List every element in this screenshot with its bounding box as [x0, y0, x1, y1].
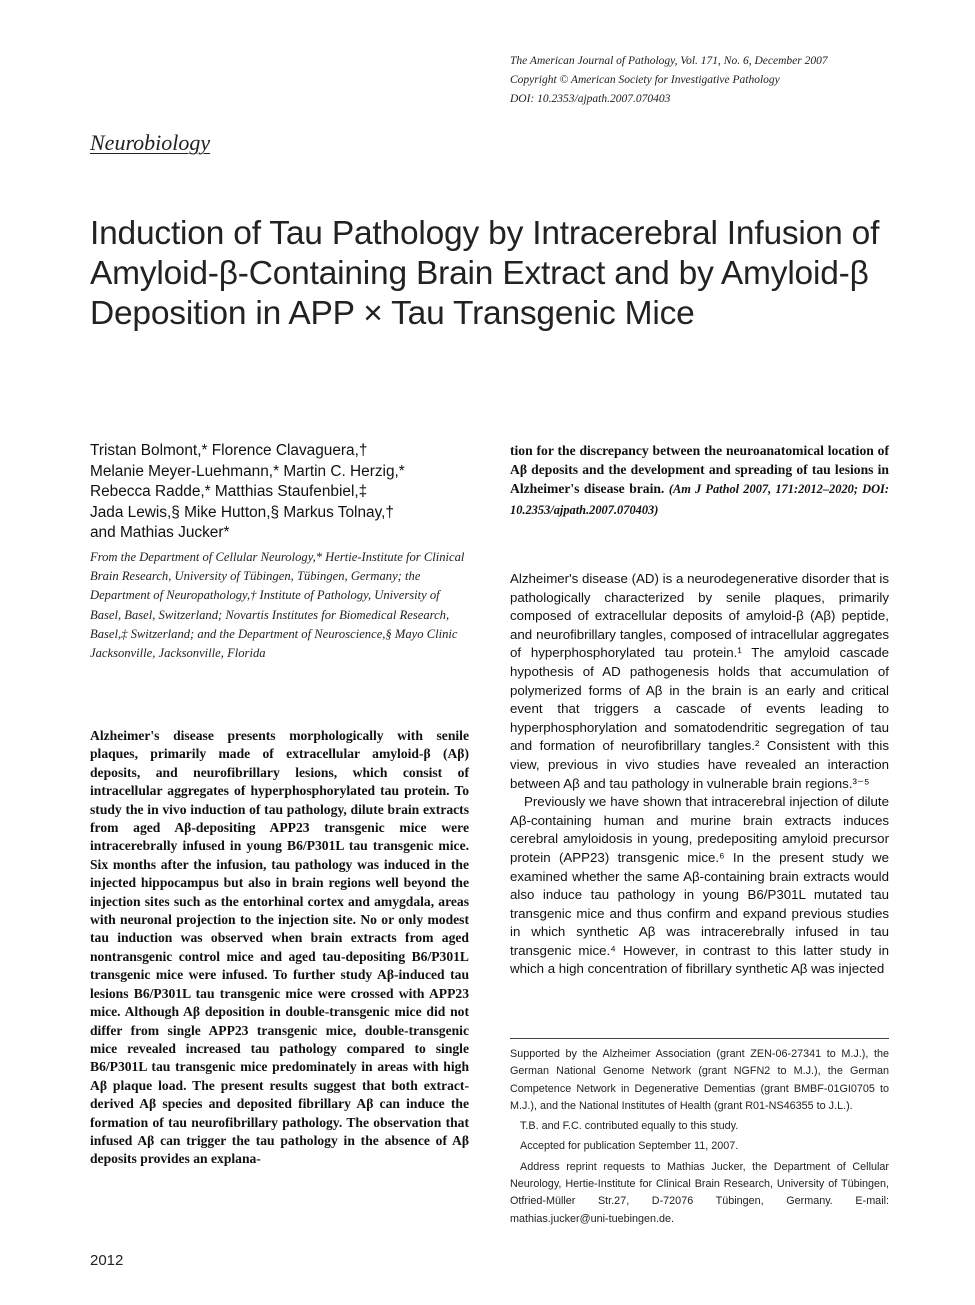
footnote-divider [510, 1038, 889, 1039]
author-line: Melanie Meyer-Luehmann,* Martin C. Herzig,* [90, 462, 405, 480]
funding-footnote: Supported by the Alzheimer Association (grant ZEN-06-27341 to M.J.), the German National Genome Network (grant NGFN2 to M.J.), the German Competence Network in Degenerative Dementias (grant BMBF-01GI0705 to M.J.), and the National Institutes of Health (grant R01-NS46355 to J.L.). [510, 1048, 889, 1112]
abstract-citation: (Am J Pathol 2007, 171:2012–2020; DOI: 10.2353/ajpath.2007.070403) [510, 482, 889, 517]
article-title: Induction of Tau Pathology by Intracerebral Infusion of Amyloid-β-Containing Brain Extract and by Amyloid-β Deposition in APP × Tau Transgenic Mice [90, 215, 880, 332]
author-line: Jada Lewis,§ Mike Hutton,§ Markus Tolnay,† [90, 503, 394, 521]
reprint-footnote: Address reprint requests to Mathias Jucker, the Department of Cellular Neurology, Hertie-Institute for Clinical Brain Research, University of Tübingen, Otfried-Müller Str.27, D-72076 Tübingen, Germany. E-mail: mathias.jucker@uni-tuebingen.de. [510, 1160, 889, 1225]
author-line: and Mathias Jucker* [90, 524, 230, 541]
journal-citation: The American Journal of Pathology, Vol. 171, No. 6, December 2007 [510, 55, 828, 67]
body-paragraph-1: Alzheimer's disease (AD) is a neurodegenerative disorder that is pathologically characterized by senile plaques, primarily composed of extracellular deposits of amyloid-β (Aβ) peptide, and neurofibrillary tangles, composed of intracellular aggregates of hyperphosphorylated tau protein.¹ The amyloid cascade hypothesis of AD pathogenesis holds that accumulation of polymerized forms of Aβ in the brain is an early and critical event that triggers a cascade of events leading to hyperphosphorylation and somatodendritic segregation of tau and formation of neurofibrillary tangles.² Consistent with this view, previous in vivo studies have revealed an interaction between Aβ and tau pathology in vulnerable brain regions.³⁻⁵ [510, 571, 889, 791]
body-paragraph-2: Previously we have shown that intracerebral injection of dilute Aβ-containing human and murine brain extracts induces cerebral amyloidosis in young, predepositing amyloid precursor protein (APP23) transgenic mice.⁶ In the present study we examined whether the same Aβ-containing brain extracts would also induce tau pathology in young B6/P301L mutated tau transgenic mice and thus confirm and expand previous studies in which synthetic Aβ was intracerebrally infused in tau transgenic mice.⁴ However, in contrast to this latter study in which a high concentration of fibrillary synthetic Aβ was injected [510, 794, 889, 977]
footnotes [510, 1046, 889, 1231]
equal-contribution-footnote: T.B. and F.C. contributed equally to this study. [520, 1120, 739, 1133]
journal-header [510, 52, 930, 109]
author-list [90, 441, 480, 544]
copyright-line: Copyright © American Society for Investigative Pathology [510, 74, 780, 86]
page-number: 2012 [90, 1252, 124, 1269]
abstract-part-1: Alzheimer's disease presents morphologically with senile plaques, primarily made of extracellular amyloid-β (Aβ) deposits, and neurofibrillary lesions, which consist of intracellular aggregates of hyperphosphorylated tau protein. To study the in vivo induction of tau pathology, dilute brain extracts from aged Aβ-depositing APP23 transgenic mice were intracerebrally infused in young B6/P301L tau transgenic mice. Six months after the infusion, tau pathology was induced in the injected hippocampus but also in brain regions well beyond the injection sites such as the entorhinal cortex and amygdala, areas with neuronal projection to the injection site. No or only modest tau induction was observed when brain extracts from aged nontransgenic control mice and aged tau-depositing B6/P301L transgenic mice were infused. To further study Aβ-induced tau lesions B6/P301L tau transgenic mice were crossed with APP23 mice. Although Aβ deposition in double-transgenic mice did not differ from single APP23 transgenic mice, double-transgenic mice revealed increased tau pathology compared to single B6/P301L tau transgenic mice predominately in areas with high Aβ plaque load. The present results suggest that both extract-derived Aβ species and deposited fibrillary Aβ can induce the formation of tau neurofibrillary pathology. The observation that infused Aβ can trigger the tau pathology in the absence of Aβ deposits provides an explana- [90, 728, 469, 1167]
section-heading: Neurobiology [90, 130, 211, 155]
abstract-part-2 [510, 441, 889, 520]
author-line: Tristan Bolmont,* Florence Clavaguera,† [90, 442, 368, 459]
affiliations: From the Department of Cellular Neurology,* Hertie-Institute for Clinical Brain Research, University of Tübingen, Tübingen, Germany; the Department of Neuropathology,† Institute of Pathology, University of Basel, Basel, Switzerland; Novartis Institutes for Biomedical Research, Basel,‡ Switzerland; and the Department of Neuroscience,§ Mayo Clinic Jacksonville, Jacksonville, Florida [90, 550, 465, 661]
doi-line: DOI: 10.2353/ajpath.2007.070403 [510, 93, 671, 105]
abstract-continuation: tion for the discrepancy between the neuroanatomical location of Aβ deposits and the development and spreading of tau lesions in Alzheimer's disease brain. [510, 443, 889, 497]
accepted-footnote: Accepted for publication September 11, 2007. [520, 1140, 739, 1153]
body-text [510, 570, 889, 979]
author-line: Rebecca Radde,* Matthias Staufenbiel,‡ [90, 483, 368, 500]
